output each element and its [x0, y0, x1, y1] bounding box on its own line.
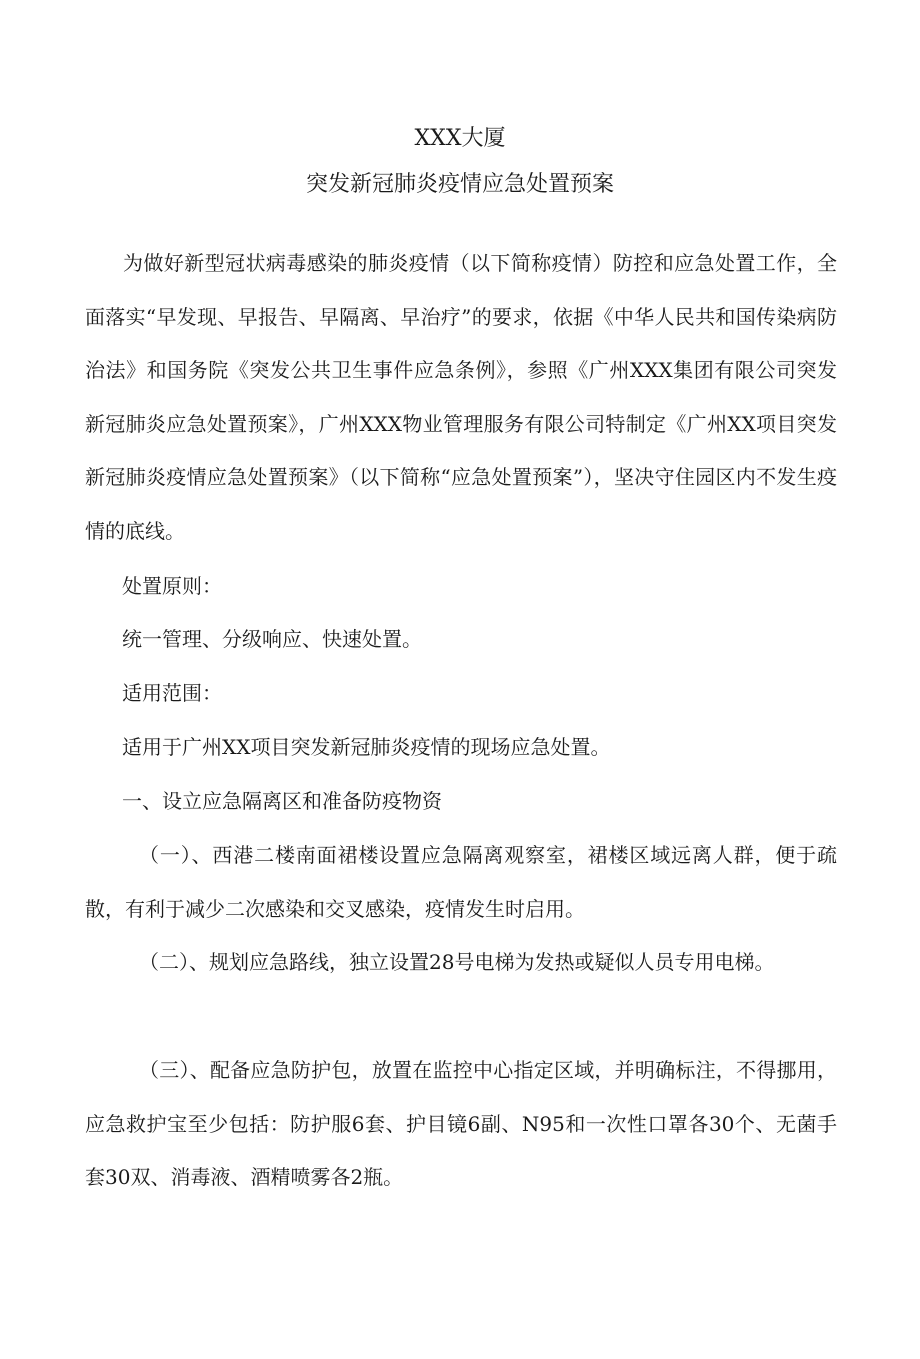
document-title-building: XXX大厦	[414, 126, 506, 151]
section-1-item-1: （一）、西港二楼南面裙楼设置应急隔离观察室，裙楼区域远离人群，便于疏散，有利于减少二次感染和交叉感染，疫情发生时启用。	[85, 843, 837, 921]
intro-paragraph: 为做好新型冠状病毒感染的肺炎疫情（以下简称疫情）防控和应急处置工作，全面落实“早发现、早报告、早隔离、早治疗”的要求，依据《中华人民共和国传染病防治法》和国务院《突发公共卫生事件应急条例》，参照《广州XXX集团有限公司突发新冠肺炎应急处置预案》，广州XXX物业管理服务有限公司特制定《广州XX项目突发新冠肺炎疫情应急处置预案》（以下简称“应急处置预案”），坚决守住园区内不发生疫情的底线。	[85, 251, 837, 543]
principle-text: 统一管理、分级响应、快速处置。	[122, 627, 422, 651]
scope-text: 适用于广州XX项目突发新冠肺炎疫情的现场应急处置。	[122, 735, 611, 759]
section-1-item-2: （二）、规划应急路线，独立设置28号电梯为发热或疑似人员专用电梯。	[139, 950, 775, 974]
principle-heading: 处置原则：	[122, 574, 222, 598]
section-1-heading: 一、设立应急隔离区和准备防疫物资	[122, 789, 442, 813]
document-title-plan: 突发新冠肺炎疫情应急处置预案	[305, 172, 614, 197]
scope-heading: 适用范围：	[122, 681, 222, 705]
section-1-item-3: （三）、配备应急防护包，放置在监控中心指定区域，并明确标注，不得挪用，应急救护宝至少包括：防护服6套、护目镜6副、N95和一次性口罩各30个、无菌手套30双、消毒液、酒精喷雾各2瓶。	[85, 1058, 837, 1189]
